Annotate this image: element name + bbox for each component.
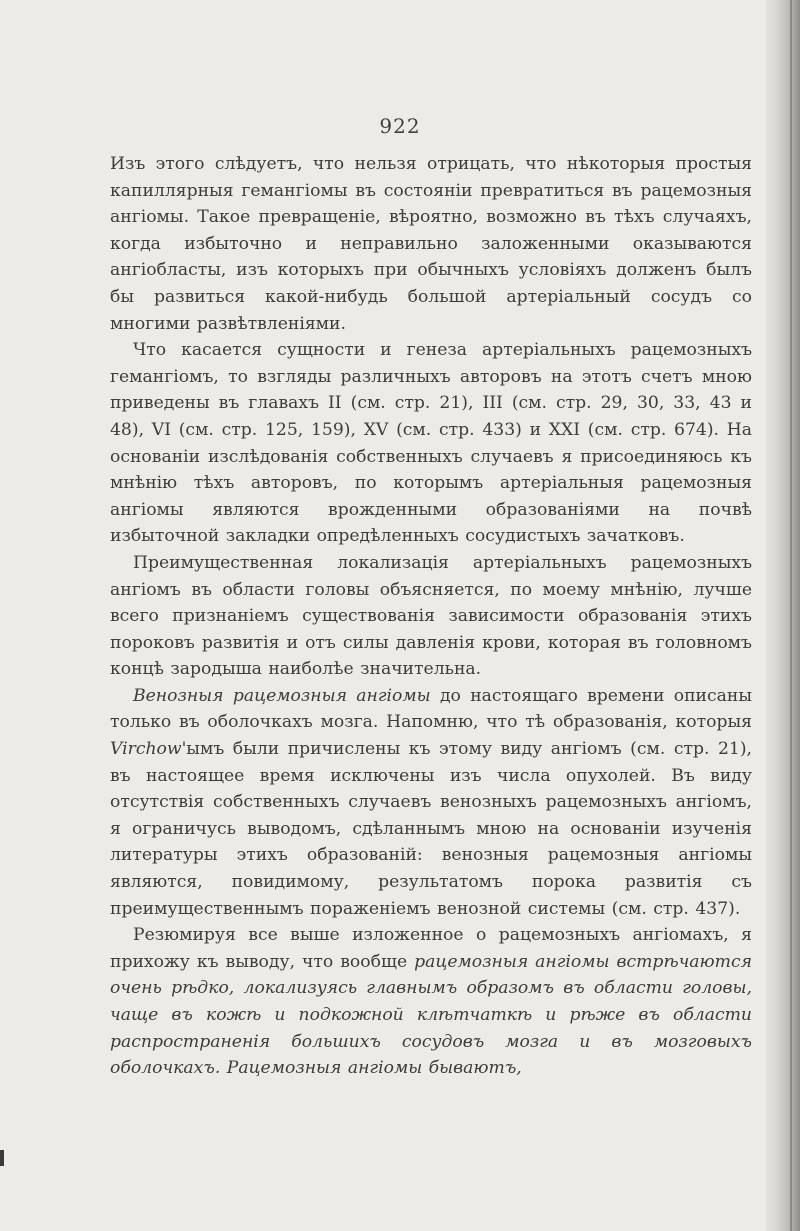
paragraph-text: Изъ этого слѣдуетъ, что нельзя отрицать, что нѣкоторыя простыя капиллярныя гемангіомы въ состояніи превратиться въ рацемозныя ангіомы. Такое превращеніе, вѣроятно, возможно въ тѣхъ случаяхъ, когда избыточно и неправильно заложенными оказываются ангіобласты, изъ которыхъ при обычныхъ условіяхъ долженъ былъ бы развиться какой-нибудь большой артеріальный сосудъ со многими развѣтвленіями. [110, 154, 752, 334]
paragraph-text: до настоящаго времени описаны только въ оболочкахъ мозга. Напомню, что тѣ образованія, которыя [110, 685, 753, 733]
italic-text: Virchow [110, 739, 182, 760]
page-edge-line [790, 0, 792, 1231]
paragraph [110, 337, 752, 550]
body-text [110, 151, 752, 1082]
paragraph [110, 151, 752, 337]
paragraph [110, 922, 752, 1082]
page-number: 922 [379, 114, 421, 138]
paragraph-text: 'ымъ были причислены къ этому виду ангіомъ (см. стр. 21), въ настоящее время исключены изъ числа опухолей. Въ виду отсутствія собственныхъ случаевъ венозныхъ рацемозныхъ ангіомъ, я ограничусь выводомъ, сдѣланнымъ мною на основаніи изученія литературы этихъ образованій: венозныя рацемозныя ангіомы являются, повидимому, результатомъ порока развитія съ преимущественнымъ пораженіемъ венозной системы (см. стр. 437). [110, 739, 752, 919]
paragraph-text: Резюмируя все выше изложенное о рацемозныхъ ангіомахъ, я прихожу къ выводу, что вообще [110, 925, 752, 972]
paragraph [110, 550, 752, 683]
paragraph [110, 683, 752, 922]
margin-mark [0, 1150, 4, 1166]
paragraph-text: Преимущественная локализація артеріальныхъ рацемозныхъ ангіомъ въ области головы объясняется, по моему мнѣнію, лучше всего признаніемъ существованія зависимости образованія этихъ пороковъ развитія и отъ силы давленія крови, которая въ головномъ концѣ зародыша наиболѣе значительна. [110, 552, 752, 680]
page-edge-shadow [766, 0, 800, 1231]
paragraph-text: Что касается сущности и генеза артеріальныхъ рацемозныхъ гемангіомъ, то взгляды различныхъ авторовъ на этотъ счетъ мною приведены въ главахъ II (см. стр. 21), III (см. стр. 29, 30, 33, 43 и 48), VI (см. стр. 125, 159), XV (см. стр. 433) и XXI (см. стр. 674). На основаніи изслѣдованія собственныхъ случаевъ я присоединяюсь къ мнѣнію тѣхъ авторовъ, по которымъ артеріальныя рацемозныя ангіомы являются врожденными образованіями на почвѣ избыточной закладки опредѣленныхъ сосудистыхъ зачатковъ. [110, 340, 752, 547]
italic-text: рацемозныя ангіомы встрѣчаются очень рѣдко, локализуясь главнымъ образомъ въ области головы, чаще въ кожѣ и подкожной клѣтчаткѣ и рѣже въ области распространенія большихъ сосудовъ мозга и въ мозговыхъ оболочкахъ. Рацемозныя ангіомы бываютъ, [110, 951, 752, 1079]
italic-text: Венозныя рацемозныя ангіомы [133, 685, 431, 706]
